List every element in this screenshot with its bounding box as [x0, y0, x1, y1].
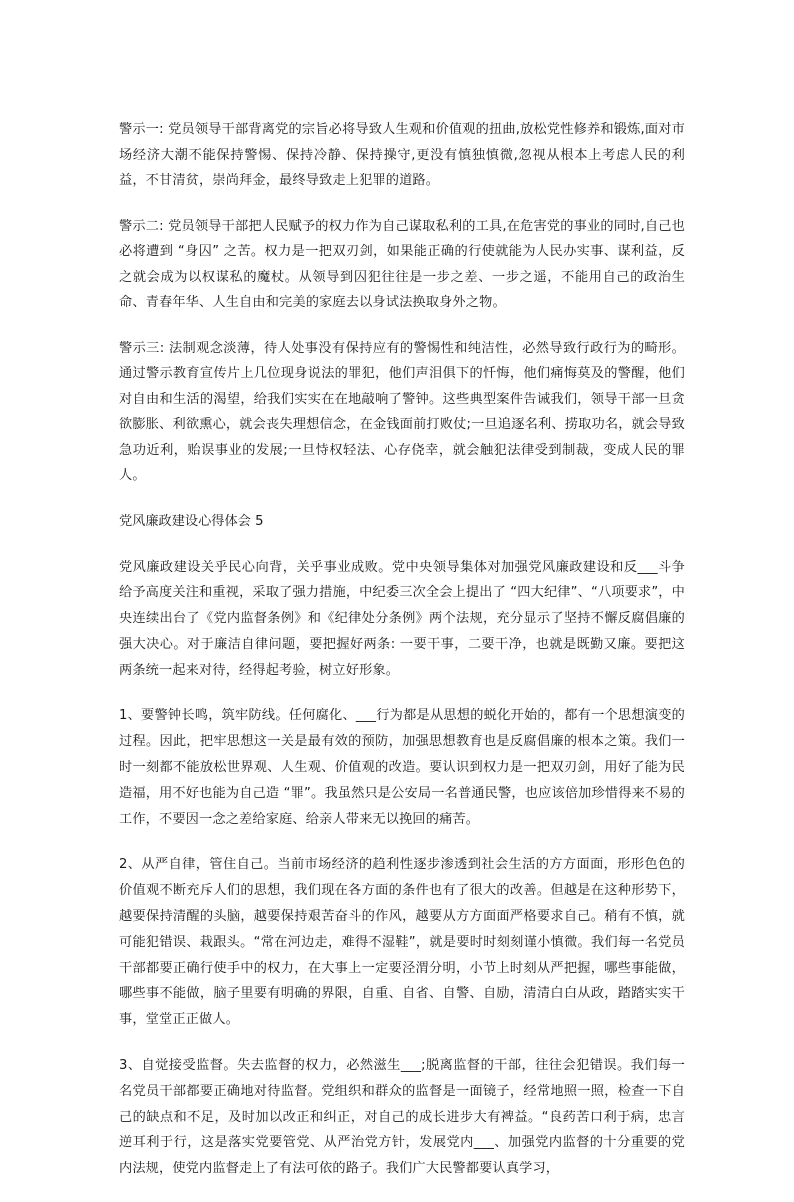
- point-paragraph-2: 2、从严自律，管住自己。当前市场经济的趋利性逐步渗透到社会生活的方方面面，形形色色的价值观不断充斥人们的思想，我们现在各方面的条件也有了很大的改善。但越是在这种形势下，越要保持清醒的头脑，越要保持艰苦奋斗的作风，越要从方方面面严格要求自己。稍有不慎，就可能犯错误、栽跟头。“常在河边走，难得不湿鞋”，就是要时时刻刻谨小慎微。我们每一名党员干部都要正确行使手中的权力，在大事上一定要泾渭分明，小节上时刻从严把握，哪些事能做，哪些事不能做，脑子里要有明确的界限，自重、自省、自警、自励，清清白白从政，踏踏实实干事，堂堂正正做人。: [119, 857, 685, 1028]
- point-paragraph-3: 3、自觉接受监督。失去监督的权力，必然滋生___;脱离监督的干部，往往会犯错误。我们每一名党员干部都要正确地对待监督。党组织和群众的监督是一面镜子，经常地照一照，检查一下自己的缺点和不足，及时加以改正和纠正，对自己的成长进步大有裨益。“良药苦口利于病，忠言逆耳利于行，这是落实党要管党、从严治党方针，发展党内___、加强党内监督的十分重要的党内法规，使党内监督走上了有法可依的路子。我们广大民警都要认真学习，: [119, 1058, 685, 1177]
- section-title: 党风廉政建设心得体会 5: [119, 513, 264, 529]
- point-paragraph-1: 1、要警钟长鸣，筑牢防线。任何腐化、___行为都是从思想的蜕化开始的，都有一个思想演变的过程。因此，把牢思想这一关是最有效的预防，加强思想教育也是反腐倡廉的根本之策。我们一时一刻都不能放松世界观、人生观、价值观的改造。要认识到权力是一把双刃剑，用好了能为民造福，用不好也能为自己造 “罪”。我虽然只是公安局一名普通民警，也应该倍加珍惜得来不易的工作，不要因一念之差给家庭、给亲人带来无以挽回的痛苦。: [119, 708, 685, 827]
- document-content: [119, 117, 685, 1202]
- intro-paragraph: 党风廉政建设关乎民心向背，关乎事业成败。党中央领导集体对加强党风廉政建设和反___斗争给予高度关注和重视，采取了强力措施，中纪委三次全会上提出了 “四大纪律”、“八项要求”，中央连续出台了《党内监督条例》和《纪律处分条例》两个法规，充分显示了坚持不懈反腐倡廉的强大决心。对于廉洁自律问题，要把握好两条: 一要干事，二要干净，也就是既勤又廉。要把这两条统一起来对待，经得起考验，树立好形象。: [119, 559, 685, 678]
- warning-paragraph-1: 警示一: 党员领导干部背离党的宗旨必将导致人生观和价值观的扭曲,放松党性修养和锻炼,面对市场经济大潮不能保持警惕、保持冷静、保持操守,更没有慎独慎微,忽视从根本上考虑人民的利益，不甘清贫，崇尚拜金，最终导致走上犯罪的道路。: [119, 122, 685, 188]
- warning-paragraph-2: 警示二: 党员领导干部把人民赋予的权力作为自己谋取私利的工具,在危害党的事业的同时,自己也必将遭到 “身囚” 之苦。权力是一把双刃剑，如果能正确的行使就能为人民办实事、谋利益，反之就会成为以权谋私的魔杖。从领导到囚犯往往是一步之差、一步之遥，不能用自己的政治生命、青春年华、人生自由和完美的家庭去以身试法换取身外之物。: [119, 218, 685, 310]
- warning-paragraph-3: 警示三: 法制观念淡薄，待人处事没有保持应有的警惕性和纯洁性，必然导致行政行为的畸形。通过警示教育宣传片上几位现身说法的罪犯，他们声泪俱下的忏悔，他们痛悔莫及的警醒，他们对自由和生活的渴望，给我们实实在在地敲响了警钟。这些典型案件告诫我们，领导干部一旦贪欲膨胀、利欲熏心，就会丧失理想信念，在金钱面前打败仗;一旦追逐名利、捞取功名，就会导致急功近利，贻误事业的发展;一旦恃权轻法、心存侥幸，就会触犯法律受到制裁，变成人民的罪人。: [119, 340, 685, 483]
